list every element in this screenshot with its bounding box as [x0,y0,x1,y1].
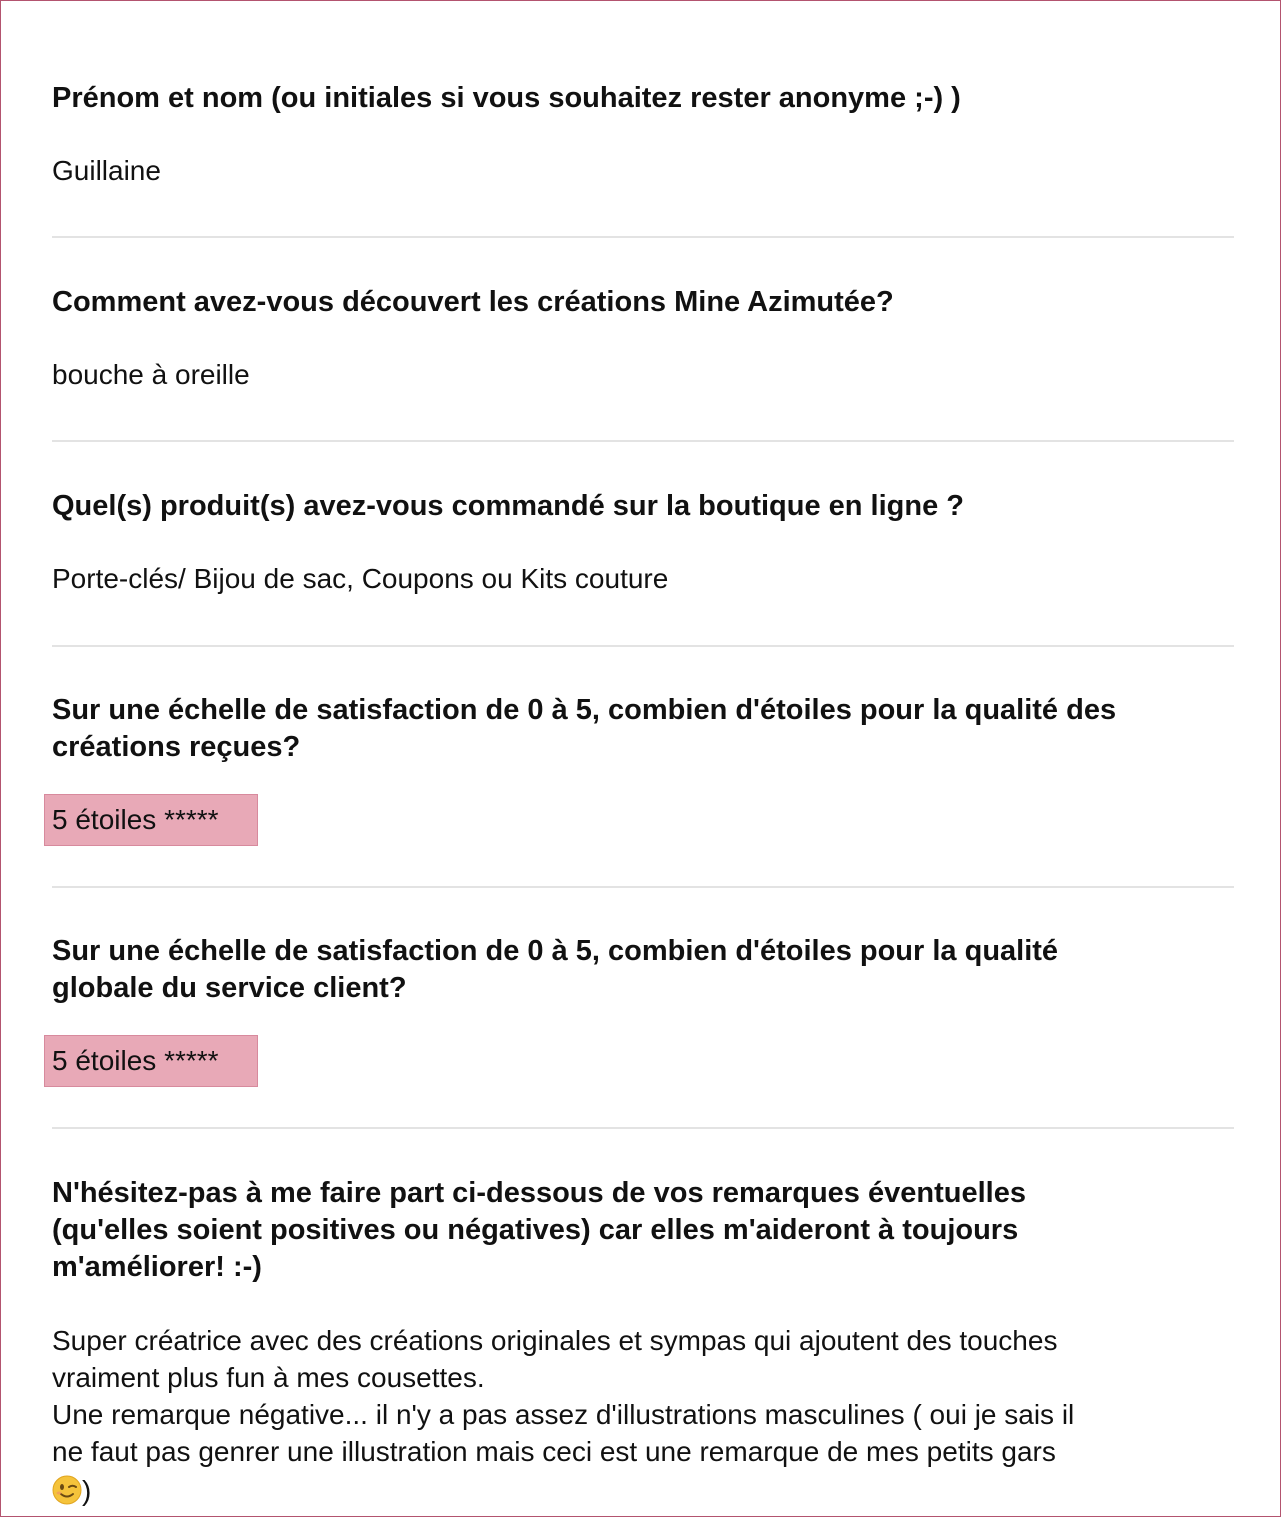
question-name: Prénom et nom (ou initiales si vous souhaitez rester anonyme ;-) ) [52,82,961,114]
answer-name: Guillaine [52,155,161,186]
answer-creations-rating: 5 étoiles ***** [44,794,258,846]
divider [52,236,1234,238]
divider [52,645,1234,647]
divider [52,440,1234,442]
question-products: Quel(s) produit(s) avez-vous commandé sur la boutique en ligne ? [52,490,964,522]
answer-remarks: Super créatrice avec des créations originales et sympas qui ajoutent des touches vraiment plus fun à mes cousettes. Une remarque négative... il n'y a pas assez d'illustrations masculines ( oui je sais il ne faut pas genrer une illustration mais ceci est une remarque de mes petits gars [52,1325,1075,1467]
answer-service-rating: 5 étoiles ***** [44,1035,258,1087]
divider [52,1127,1234,1129]
question-remarks: N'hésitez-pas à me faire part ci-dessous de vos remarques éventuelles (qu'elles soient positives ou négatives) car elles m'aideront à toujours m'améliorer! :-) [52,1177,1026,1283]
answer-discovery: bouche à oreille [52,359,250,390]
answer-products: Porte-clés/ Bijou de sac, Coupons ou Kits couture [52,563,669,594]
question-discovery: Comment avez-vous découvert les créations Mine Azimutée? [52,286,894,318]
question-service-rating: Sur une échelle de satisfaction de 0 à 5, combien d'étoiles pour la qualité globale du service client? [52,935,1059,1004]
question-creations-rating: Sur une échelle de satisfaction de 0 à 5, combien d'étoiles pour la qualité des créations reçues? [52,694,1117,763]
winking-face-emoji [52,1475,82,1505]
divider [52,886,1234,888]
answer-remarks-closing: ) [82,1475,92,1506]
answer-remarks-end [52,1472,1234,1509]
